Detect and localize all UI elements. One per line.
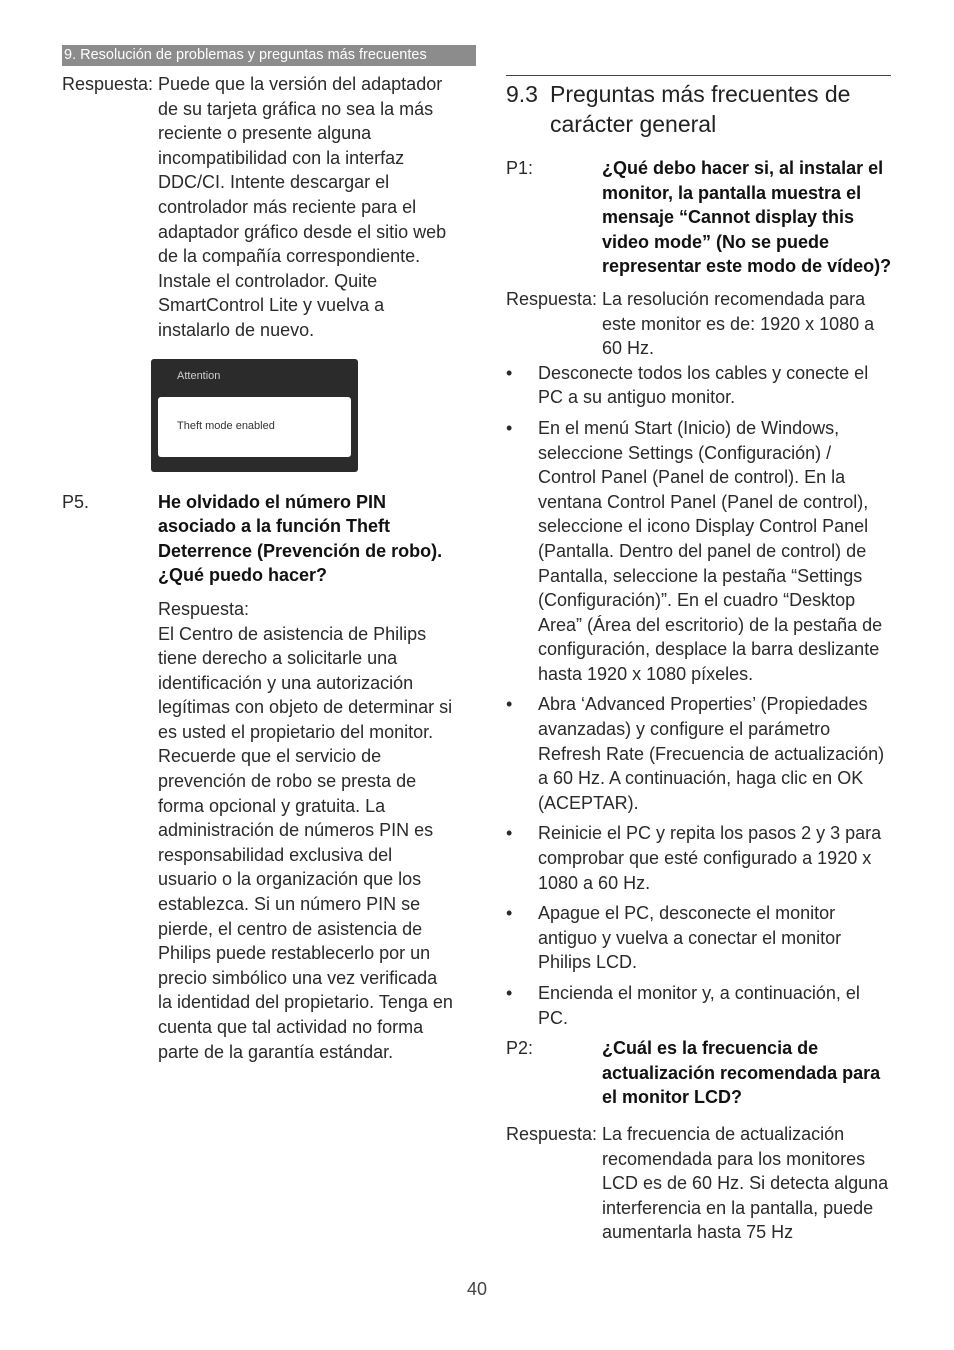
question-text: ¿Qué debo hacer si, al instalar el monitor, la pantalla muestra el mensaje “Cannot display this video mode” (No se puede representar este modo de vídeo)? [602,158,892,277]
question-p5 [62,490,456,588]
answer-paragraph: Recuerde que el servicio de prevención de robo se presta de forma opcional y gratuita. La administración de números PIN es responsabilidad exclusiva del usuario o la organización que los establezca. Si un número PIN se pierde, el centro de asistencia de Philips puede restablecerlo por un precio simbólico una vez verificada la identidad del propietario. Tenga en cuenta que tal actividad no forma parte de la garantía estándar. [158,746,453,1062]
bullet-text: Reinicie el PC y repita los pasos 2 y 3 para comprobar que esté configurado a 1920 x 1080 a 60 Hz. [538,823,882,893]
p5-answer [158,597,456,1064]
bullet-item [506,692,894,815]
dialog-title: Attention [177,369,221,382]
bullet-icon: • [506,694,513,715]
p1-answer [506,287,894,361]
right-column [506,75,894,1245]
section-title-text: Preguntas más frecuentes de carácter general [550,81,851,137]
answer-text: La resolución recomendada para este monitor es de: 1920 x 1080 a 60 Hz. [602,288,875,359]
bullet-text: Abra ‘Advanced Properties’ (Propiedades avanzadas) y configure el parámetro Refresh Rate (Frecuencia de actualización) a 60 Hz. A continuación, haga clic en OK (ACEPTAR). [538,694,885,813]
question-label: P1: [506,158,534,178]
question-p2 [506,1036,894,1110]
dialog-message-box [158,397,351,457]
p1-bullet-list [506,361,894,1030]
answer-block [62,72,456,343]
bullet-icon: • [506,362,513,383]
section-title [506,79,894,139]
answer-label: Respuesta: [506,1123,598,1144]
answer-label: Respuesta: [158,598,250,619]
bullet-item [506,821,894,895]
bullet-icon: • [506,417,513,438]
bullet-item [506,416,894,687]
bullet-text: En el menú Start (Inicio) de Windows, seleccione Settings (Configuración) / Control Panel (Panel de control). En la ventana Control Panel (Panel de control), seleccione el icono Display Control Panel (Pantalla. Dentro del panel de control) de Pantalla, seleccione la pestaña “Settings (Configuración)”. En el cuadro “Desktop Area” (Área del escritorio) de la pestaña de configuración, desplace la barra deslizante hasta 1920 x 1080 píxeles. [538,417,883,684]
section-number: 9.3 [506,81,538,107]
left-column [62,72,456,1064]
question-text: ¿Cuál es la frecuencia de actualización recomendada para el monitor LCD? [602,1038,881,1108]
section-divider [506,75,891,76]
answer-text: La frecuencia de actualización recomendada para los monitores LCD es de 60 Hz. Si detecta alguna interferencia en la pantalla, puede aumentarla hasta 75 Hz [602,1123,889,1243]
bullet-item [506,901,894,975]
p2-answer [506,1122,894,1245]
attention-dialog [151,359,358,472]
bullet-icon: • [506,903,513,924]
bullet-text: Encienda el monitor y, a continuación, el PC. [538,983,860,1028]
question-p1 [506,156,894,279]
bullet-icon: • [506,983,513,1003]
bullet-text: Desconecte todos los cables y conecte el PC a su antiguo monitor. [538,362,869,408]
page-number: 40 [466,1279,488,1299]
answer-paragraph: El Centro de asistencia de Philips tiene derecho a solicitarle una identificación y una autorización legítimas con objeto de determinar si es usted el propietario del monitor. [158,623,453,742]
question-label: P5. [62,491,90,512]
answer-label: Respuesta: [506,288,598,309]
bullet-text: Apague el PC, desconecte el monitor antiguo y vuelva a conectar el monitor Philips LCD. [538,903,842,973]
bullet-item [506,981,894,1030]
dialog-message: Theft mode enabled [177,419,275,432]
bullet-icon: • [506,823,513,844]
question-label: P2: [506,1038,534,1059]
answer-text: Puede que la versión del adaptador de su tarjeta gráfica no sea la más reciente o presente alguna incompatibilidad con la interfaz DDC/CI. Intente descargar el controlador más reciente para el adaptador gráfico desde el sitio web de la compañía correspondiente. Instale el controlador. Quite SmartControl Lite y vuelva a instalarlo de nuevo. [158,74,447,340]
section-header-tag: 9. Resolución de problemas y preguntas más frecuentes [62,45,476,66]
answer-label: Respuesta: [62,74,154,94]
question-text: He olvidado el número PIN asociado a la función Theft Deterrence (Prevención de robo). ¿Qué puedo hacer? [158,491,443,586]
bullet-item [506,361,894,410]
